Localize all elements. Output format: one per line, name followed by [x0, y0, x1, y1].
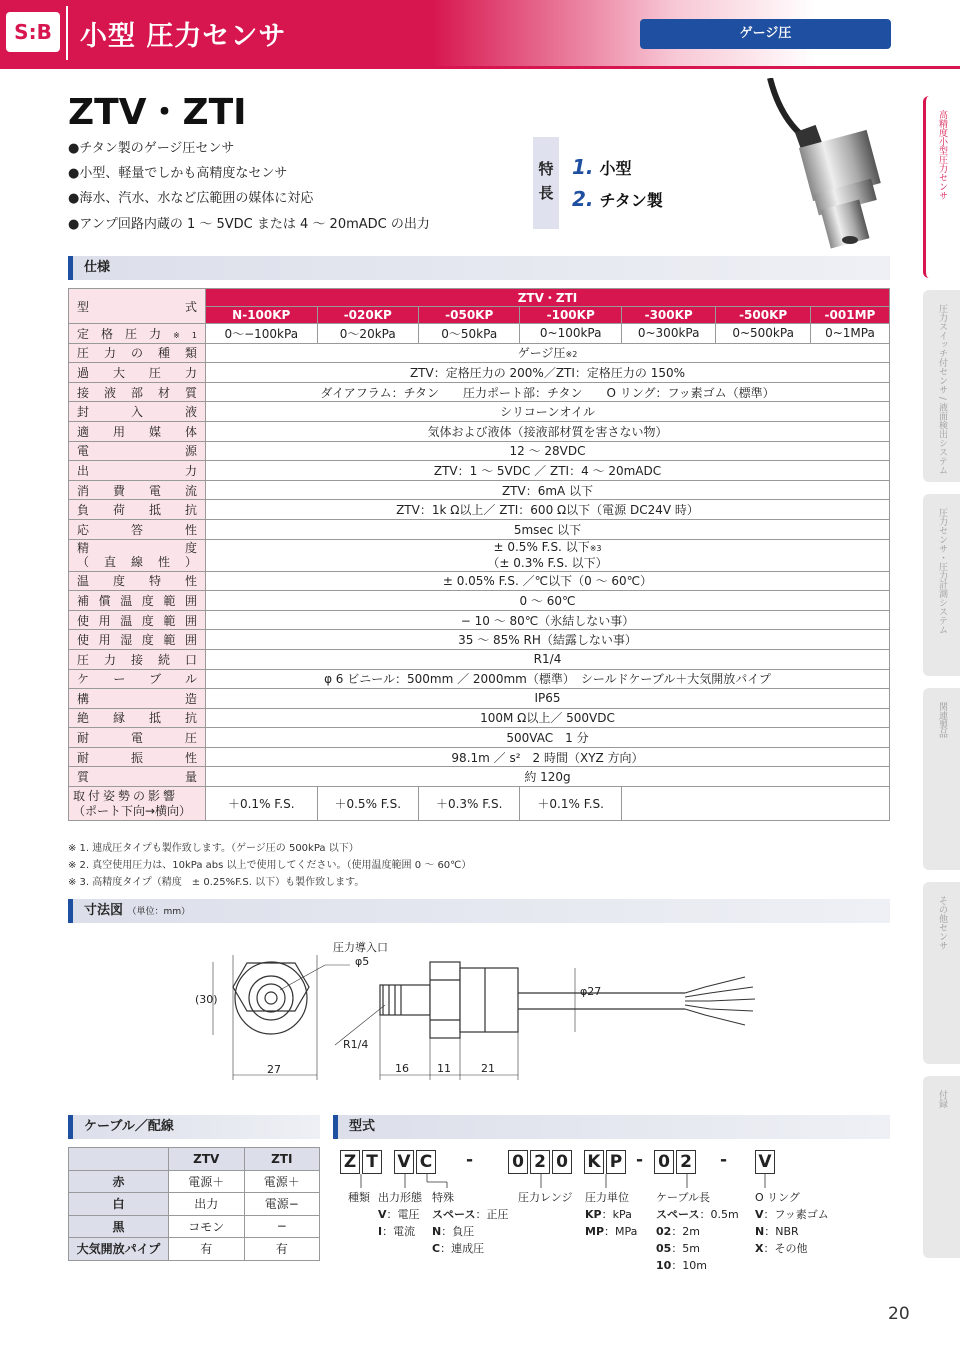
accuracy-value: ± 0.5% F.S. 以下※3 （± 0.3% F.S. 以下）: [206, 539, 890, 571]
spec-value: 5msec 以下: [206, 519, 890, 539]
rated-value: 0~1MPa: [810, 324, 889, 344]
spec-label: 使用湿度範囲: [69, 630, 206, 650]
cable-color: 黒: [69, 1215, 169, 1238]
cable-color: 大気開放パイプ: [69, 1238, 169, 1261]
cable-color: 白: [69, 1193, 169, 1216]
rated-value: 0～50kPa: [418, 324, 519, 344]
model-col: -001MP: [810, 307, 889, 324]
spec-value: 0 ～ 60℃: [206, 591, 890, 611]
code-char: V: [755, 1150, 775, 1174]
rated-value: 0～−100kPa: [206, 324, 318, 344]
model-col: -300KP: [621, 307, 715, 324]
code-char: Z: [340, 1150, 360, 1174]
company-logo: S:B: [6, 12, 60, 52]
page-number: 20: [888, 1304, 910, 1324]
code-char: 2: [530, 1150, 550, 1174]
code-dash: -: [466, 1150, 474, 1170]
spec-label: 圧力の種類: [69, 343, 206, 363]
spec-label: 耐電圧: [69, 728, 206, 748]
spec-value: ZTV：1k Ω以上／ ZTI：600 Ω以下（電源 DC24V 時）: [206, 500, 890, 520]
spec-table: [68, 288, 890, 821]
spec-value: 500VAC 1 分: [206, 728, 890, 748]
code-char: 0: [552, 1150, 572, 1174]
model-col: -050KP: [418, 307, 519, 324]
cable-cell: 電源−: [244, 1193, 320, 1216]
gauge-pressure-badge: ゲージ圧: [640, 19, 891, 49]
spec-value: 35 ～ 85% RH（結露しない事）: [206, 630, 890, 650]
side-tab-5[interactable]: その他センサ: [923, 882, 960, 1064]
code-char: K: [584, 1150, 604, 1174]
model-col: -100KP: [520, 307, 621, 324]
posture-value: ＋0.1% F.S.: [206, 787, 318, 821]
spec-label: 過大圧力: [69, 363, 206, 383]
spec-label: 温度特性: [69, 571, 206, 591]
spec-label: 応答性: [69, 519, 206, 539]
note-1: ※ 1. 連成圧タイプも製作致します。（ゲージ圧の 500kPa 以下）: [68, 843, 359, 854]
spec-label: 接液部材質: [69, 382, 206, 402]
spec-value: φ 6 ビニール：500mm ／ 2000mm（標準） シールドケーブル＋大気開放パイプ: [206, 669, 890, 689]
cable-cell: 有: [169, 1238, 245, 1261]
spec-label: 負荷抵抗: [69, 500, 206, 520]
code-dash: -: [720, 1150, 728, 1170]
feature-4: ●アンプ回路内蔵の 1 ～ 5VDC または 4 ～ 20mADC の出力: [68, 217, 430, 232]
type-label: 型 式: [69, 289, 206, 324]
feature-1: ●チタン製のゲージ圧センサ: [68, 141, 235, 156]
spec-label: 消費電流: [69, 480, 206, 500]
code-group-range: 圧力レンジ: [518, 1191, 573, 1204]
posture-value: ＋0.5% F.S.: [317, 787, 418, 821]
spec-label: 質量: [69, 767, 206, 787]
code-char: 0: [508, 1150, 528, 1174]
code-char: 2: [676, 1150, 696, 1174]
thread-dim: R1/4: [343, 1038, 369, 1051]
note-2: ※ 2. 真空使用圧力は、10kPa abs 以上で使用してください。（使用温度範囲 0 ～ 60℃）: [68, 860, 472, 871]
spec-label: 絶縁抵抗: [69, 708, 206, 728]
spec-value: 100M Ω以上／ 500VDC: [206, 708, 890, 728]
model-name: ZTV・ZTI: [68, 92, 247, 133]
rated-label: 定格圧力※1: [69, 324, 206, 344]
len2-dim: 11: [437, 1062, 451, 1075]
spec-value: R1/4: [206, 649, 890, 669]
code-group-unit: 圧力単位 KP：kPa MP：MPa: [585, 1191, 638, 1238]
cable-cell: コモン: [169, 1215, 245, 1238]
posture-value: ＋0.3% F.S.: [418, 787, 519, 821]
code-char: P: [606, 1150, 626, 1174]
body-dia-dim: φ27: [580, 985, 602, 998]
code-char: V: [394, 1150, 414, 1174]
side-tab-4[interactable]: 関連製品: [923, 688, 960, 870]
code-group-cable: ケーブル長 スペース：0.5m 02：2m 05：5m 10：10m: [656, 1191, 739, 1272]
len3-dim: 21: [481, 1062, 495, 1075]
posture-value: ＋0.1% F.S.: [520, 787, 621, 821]
dimension-drawing: [185, 935, 785, 1090]
cable-cell: −: [244, 1215, 320, 1238]
code-group-output: 出力形態 V：電圧 I：電流: [378, 1191, 422, 1238]
len1-dim: 16: [395, 1062, 409, 1075]
product-name: ZTV・ZTI: [206, 289, 890, 307]
cable-header: [69, 1148, 169, 1171]
header-underline: [0, 66, 960, 69]
cable-cell: 有: [244, 1238, 320, 1261]
code-char: 0: [654, 1150, 674, 1174]
code-char: C: [416, 1150, 436, 1174]
sensor-photo: [760, 78, 900, 258]
port-dia: φ5: [355, 955, 370, 968]
spec-value: 12 ～ 28VDC: [206, 441, 890, 461]
accuracy-label: 精度 （直線性）: [69, 539, 206, 571]
rated-value: 0~300kPa: [621, 324, 715, 344]
port-label: 圧力導入口: [333, 941, 388, 954]
spec-value: IP65: [206, 689, 890, 709]
side-tab-3[interactable]: 圧力センサ・圧力計測システム: [923, 494, 960, 676]
spec-value: ゲージ圧※2: [206, 343, 890, 363]
code-group-oring: O リング V：フッ素ゴム N：NBR X：その他: [755, 1191, 829, 1255]
code-char: T: [362, 1150, 382, 1174]
hex-width-dim: 27: [267, 1063, 281, 1076]
page-title: 小型 圧力センサ: [80, 21, 287, 52]
dimension-section-header: 寸法図 （単位：mm）: [68, 899, 890, 923]
spec-label: 出力: [69, 461, 206, 481]
rated-value: 0~100kPa: [520, 324, 621, 344]
rated-value: 0~500kPa: [716, 324, 810, 344]
spec-value: 約 120g: [206, 767, 890, 787]
model-col: -500KP: [716, 307, 810, 324]
code-dash: -: [636, 1150, 644, 1170]
cable-color: 赤: [69, 1170, 169, 1193]
cable-cell: 出力: [169, 1193, 245, 1216]
height-dim: (30): [195, 993, 218, 1006]
posture-label: 取付姿勢の影響 （ポート下向→横向）: [69, 787, 206, 821]
header-separator: [66, 6, 68, 60]
spec-value: シリコーンオイル: [206, 402, 890, 422]
spec-value: ZTV：定格圧力の 200%／ZTI：定格圧力の 150%: [206, 363, 890, 383]
spec-value: − 10 ～ 80℃（氷結しない事）: [206, 610, 890, 630]
spec-label: 構造: [69, 689, 206, 709]
tokucho-item-2: 2. チタン製: [572, 187, 663, 211]
spec-value: 気体および液体（接液部材質を害さない物）: [206, 421, 890, 441]
spec-value: ダイアフラム：チタン 圧力ポート部：チタン O リング：フッ素ゴム（標準）: [206, 382, 890, 402]
spec-label: 電源: [69, 441, 206, 461]
cable-section-header: ケーブル／配線: [68, 1115, 320, 1139]
model-code-section-header: 型式: [333, 1115, 890, 1139]
tokucho-label: 特長: [533, 137, 559, 229]
side-tab-6[interactable]: 付録: [923, 1076, 960, 1258]
model-col: N-100KP: [206, 307, 318, 324]
cable-header: ZTV: [169, 1148, 245, 1171]
spec-label: 適用媒体: [69, 421, 206, 441]
spec-label: 耐振性: [69, 747, 206, 767]
cable-cell: 電源＋: [169, 1170, 245, 1193]
spec-value: 98.1m ／ s² 2 時間（XYZ 方向）: [206, 747, 890, 767]
spec-value: ZTV：6mA 以下: [206, 480, 890, 500]
posture-empty: [621, 787, 889, 821]
spec-value: ± 0.05% F.S. ／℃以下（0 ～ 60℃）: [206, 571, 890, 591]
side-tab-2[interactable]: 圧力スイッチ付センサ / 液面検出システム: [923, 290, 960, 482]
tokucho-item-1: 1. 小型: [572, 155, 632, 179]
spec-label: 圧力接続口: [69, 649, 206, 669]
spec-label: ケーブル: [69, 669, 206, 689]
cable-table: [68, 1147, 320, 1261]
feature-2: ●小型、軽量でしかも高精度なセンサ: [68, 166, 288, 181]
spec-value: ZTV：1 ～ 5VDC ／ ZTI：4 ～ 20mADC: [206, 461, 890, 481]
spec-label: 封入液: [69, 402, 206, 422]
spec-label: 使用温度範囲: [69, 610, 206, 630]
cable-cell: 電源＋: [244, 1170, 320, 1193]
code-group-type: 種類: [348, 1191, 370, 1204]
cable-header: ZTI: [244, 1148, 320, 1171]
rated-value: 0～20kPa: [317, 324, 418, 344]
model-col: -020KP: [317, 307, 418, 324]
code-group-special: 特殊 スペース：正圧 N：負圧 C：連成圧: [432, 1191, 509, 1255]
side-tab-1[interactable]: 高精度小型圧力センサ: [923, 96, 960, 278]
feature-3: ●海水、汽水、水など広範囲の媒体に対応: [68, 191, 314, 206]
spec-section-header: 仕様: [68, 256, 890, 280]
note-3: ※ 3. 高精度タイプ（精度 ± 0.25%F.S. 以下）も製作致します。: [68, 877, 365, 888]
spec-label: 補償温度範囲: [69, 591, 206, 611]
